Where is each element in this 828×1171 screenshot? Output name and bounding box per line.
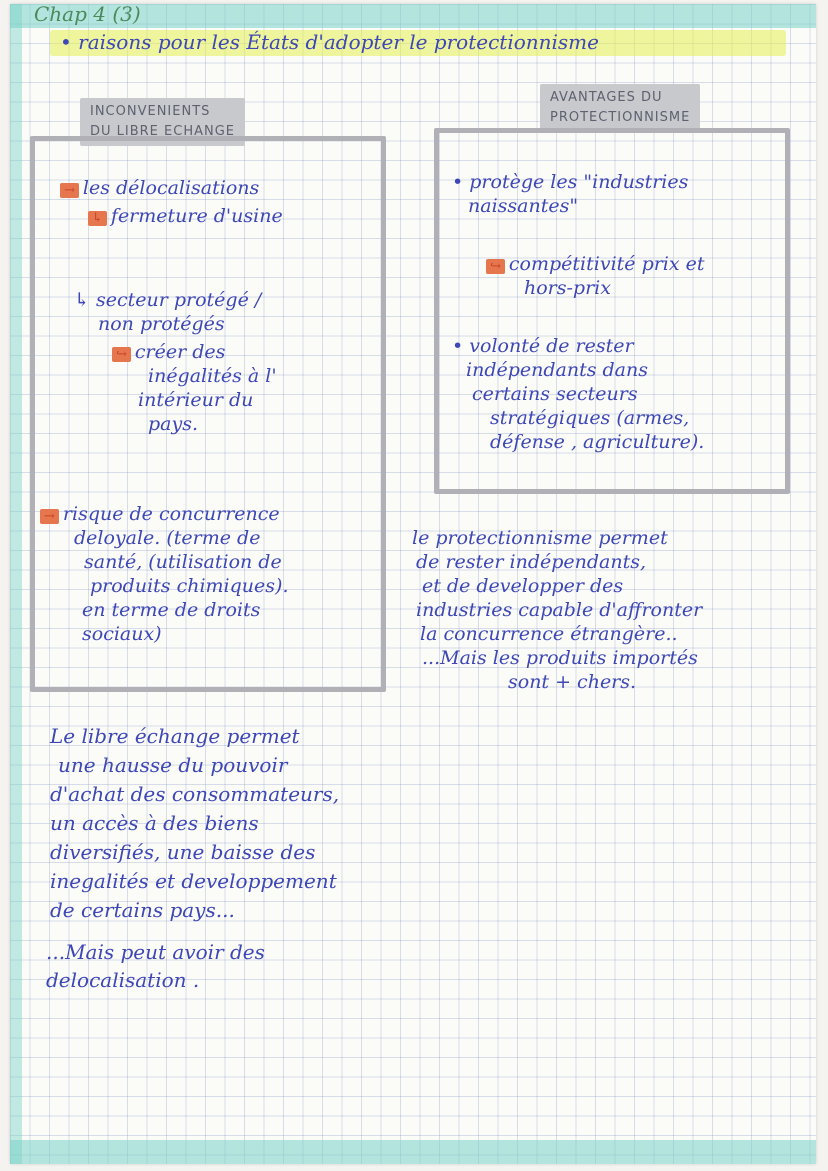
- arrow-icon: →: [40, 509, 59, 524]
- right-label-line: AVANTAGES DU: [550, 90, 663, 105]
- left-label-line: INCONVENIENTS: [90, 104, 211, 119]
- right-item-1: • protège les "industries naissantes": [452, 171, 689, 217]
- left-item-1: → les délocalisations: [60, 176, 259, 200]
- right-label-line: PROTECTIONNISME: [550, 110, 691, 125]
- bullet-icon: •: [452, 171, 464, 193]
- bottom-margin-band: [10, 1140, 816, 1164]
- bullet-icon: •: [452, 335, 464, 357]
- left-label-line: DU LIBRE ECHANGE: [90, 124, 236, 139]
- page-title: Chap 4 (3): [34, 2, 141, 26]
- return-arrow-icon: ↳: [88, 211, 107, 226]
- return-arrow-icon: ↳: [74, 289, 90, 311]
- protectionnisme-conclusion: le protectionnisme permet de rester indépendants, et de developper des industries capable d'affronter la concurrence étrangère.. ...Mais les produits importés sont + chers.: [412, 527, 703, 693]
- right-box-label: [540, 84, 700, 132]
- consequence-arrow-icon: ↪: [112, 347, 131, 362]
- left-margin-band: [10, 4, 22, 1164]
- page-subtitle: • raisons pour les États d'adopter le protectionnisme: [60, 30, 599, 54]
- left-item-5: → risque de concurrence deloyale. (terme de santé, (utilisation de produits chimiques). en terme de droits sociaux): [40, 502, 288, 646]
- arrow-icon: →: [60, 183, 79, 198]
- consequence-arrow-icon: ↪: [486, 259, 505, 274]
- left-item-2: ↳ fermeture d'usine: [88, 204, 283, 228]
- left-item-4: ↪ créer des inégalités à l' intérieur du pays.: [112, 340, 277, 436]
- right-item-3: • volonté de rester indépendants dans certains secteurs stratégiques (armes, défense , agriculture).: [452, 335, 705, 453]
- left-item-3: ↳ secteur protégé / non protégés: [74, 289, 262, 335]
- right-item-2: ↪ compétitivité prix et hors-prix: [486, 252, 705, 300]
- libre-echange-conclusion: Le libre échange permet une hausse du pouvoir d'achat des consommateurs, un accès à des biens diversifiés, une baisse des inegalités et developpement de certains pays...: [50, 724, 340, 922]
- libre-echange-caveat: ...Mais peut avoir des delocalisation .: [46, 940, 265, 992]
